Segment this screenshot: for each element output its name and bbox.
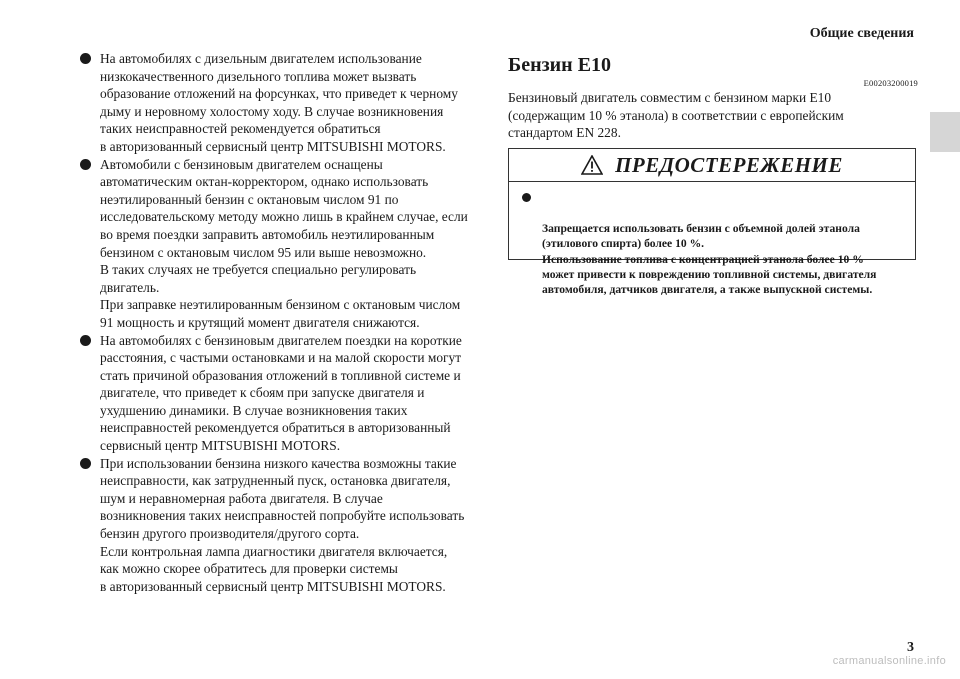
right-column (508, 50, 918, 297)
bullet-dot-icon (80, 335, 91, 346)
bullet-dot-icon (80, 53, 91, 64)
bullet-dot-icon (80, 159, 91, 170)
section-tab-marker (930, 112, 960, 152)
watermark: carmanualsonline.info (832, 655, 946, 667)
section-code: E00203200019 (863, 78, 918, 88)
section-text: Бензиновый двигатель совместим с бензином марки Е10 (содержащим 10 % этанола) в соответствии с европейским стандартом EN 228. (508, 90, 844, 141)
bullet-item (78, 332, 478, 455)
page-number: 3 (907, 640, 914, 655)
bullet-text: На автомобилях с бензиновым двигателем поездки на короткие расстояния, с частыми остановками и на малой скорости могут стать причиной образования отложений в топливной системе и двигателе, что приведет к сбоям при запуске двигателя и ухудшению динамики. В случае возникновения таких неисправностей рекомендуется обратиться в авторизованный сервисный центр MITSUBISHI MOTORS. (100, 332, 462, 454)
bullet-item (78, 50, 478, 156)
bullet-dot-icon (522, 193, 531, 202)
bullet-dot-icon (80, 458, 91, 469)
bullet-text: На автомобилях с дизельным двигателем использование низкокачественного дизельного топлива может вызвать образование отложений на форсунках, что приведет к черному дыму и неровному холостому ходу. В случае возникновения таких неисправностей рекомендуется обратиться в авторизованный сервисный центр MITSUBISHI MOTORS. (100, 51, 458, 154)
warning-triangle-icon (581, 155, 603, 175)
warning-text: Запрещается использовать бензин с объемной долей этанола (этилового спирта) более 10 %. Использование топлива с концентрацией этанола более 10 % может привести к повреждению топливной системы, двигателя автомобиля, датчиков двигателя, а также выпускной системы. (542, 221, 877, 297)
bullet-text: Автомобили с бензиновым двигателем оснащены автоматическим октан-корректором, однако использовать неэтилированный бензин с октановым числом 91 по исследовательскому методу можно лишь в крайнем случае, если во время поездки заправить автомобиль неэтилированным бензином с октановым числом 95 или выше невозможно. В таких случаях не требуется специально регулировать двигатель. При заправке неэтилированным бензином с октановым числом 91 мощность и крутящий момент двигателя снижаются. (100, 156, 468, 330)
warning-label: ПРЕДОСТЕРЕЖЕНИЕ (615, 152, 843, 177)
warning-box (508, 148, 916, 297)
warning-header (509, 149, 915, 182)
section-title: Бензин Е10 (508, 54, 612, 76)
page-header-title: Общие сведения (809, 26, 914, 41)
left-column (78, 50, 478, 595)
bullet-item (78, 455, 478, 596)
bullet-item (78, 156, 478, 332)
bullet-text: При использовании бензина низкого качества возможны такие неисправности, как затрудненный пуск, остановка двигателя, шум и неравномерная работа двигателя. В случае возникновения таких неисправностей попробуйте использовать бензин другого производителя/другого сорта. Если контрольная лампа диагностики двигателя включается, как можно скорее обратитесь для проверки системы в авторизованный сервисный центр MITSUBISHI MOTORS. (100, 455, 465, 594)
warning-body (509, 182, 915, 298)
